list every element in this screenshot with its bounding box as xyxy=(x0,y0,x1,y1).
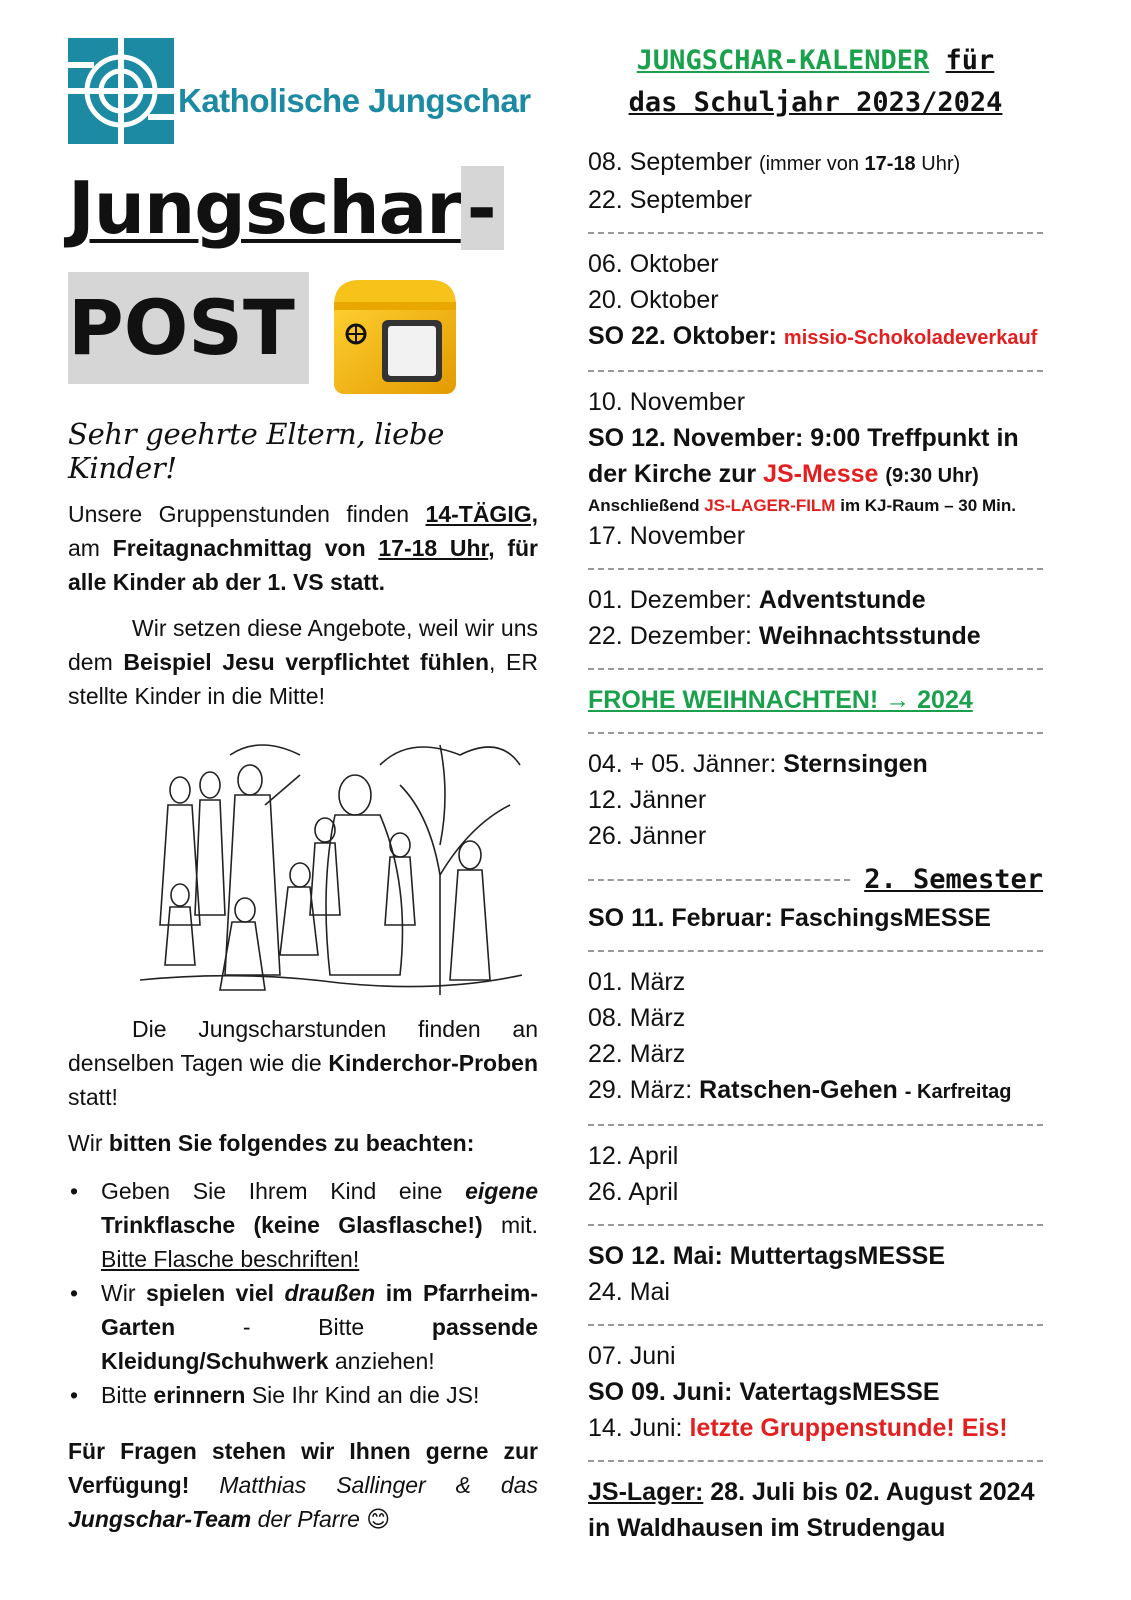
calendar-entry: 07. Juni xyxy=(588,1342,676,1370)
mission-paragraph: Wir setzen diese Angebote, weil wir uns dem Beispiel Jesu verpflichtet fühlen, ER stellte Kinder in die Mitte! xyxy=(68,615,539,709)
calendar-entries xyxy=(588,144,1043,1546)
calendar-entry: 24. Mai xyxy=(588,1278,670,1306)
calendar-entry: 29. März: Ratschen-Gehen - Karfreitag xyxy=(588,1076,1012,1104)
calendar-entry: 17. November xyxy=(588,522,746,550)
calendar-entry: 22. Dezember: Weihnachtsstunde xyxy=(588,622,981,650)
tips-list xyxy=(68,1174,538,1412)
calendar-entry: 10. November xyxy=(588,388,746,416)
calendar-entry: SO 12. Mai: MuttertagsMESSE xyxy=(588,1242,946,1270)
calendar-entry: 04. + 05. Jänner: Sternsingen xyxy=(588,750,928,778)
divider xyxy=(588,1224,1043,1226)
christmas-greeting: FROHE WEIHNACHTEN! → 2024 xyxy=(588,686,973,714)
divider xyxy=(588,568,1043,570)
intro-paragraph: Unsere Gruppenstunden finden 14-TÄGIG, am Freitagnachmittag von 17-18 Uhr, für alle Kinder ab der 1. VS statt. xyxy=(68,501,538,595)
logo xyxy=(68,38,538,146)
headline-line1: Jungschar- xyxy=(68,158,504,258)
calendar-title: JUNGSCHAR-KALENDER für das Schuljahr 2023/2024 xyxy=(628,45,1003,118)
calendar-entry: 20. Oktober xyxy=(588,286,719,314)
calendar-entry: 12. April xyxy=(588,1142,679,1170)
calendar-column xyxy=(588,40,1043,1546)
calendar-entry: 01. Dezember: Adventstunde xyxy=(588,586,926,614)
calendar-entry: 26. April xyxy=(588,1178,679,1206)
divider xyxy=(588,732,1043,734)
semester-label: 2. Semester xyxy=(864,864,1043,895)
greeting: Sehr geehrte Eltern, liebe Kinder! xyxy=(68,417,445,485)
camp-entry: JS-Lager: 28. Juli bis 02. August 2024 xyxy=(588,1478,1035,1506)
divider xyxy=(588,668,1043,670)
calendar-entry: 06. Oktober xyxy=(588,250,719,278)
divider xyxy=(588,1324,1043,1326)
headline xyxy=(68,158,538,393)
divider xyxy=(588,950,1043,952)
calendar-entry: der Kirche zur JS-Messe (9:30 Uhr) xyxy=(588,460,979,488)
headline-line2: POST xyxy=(68,272,309,384)
divider xyxy=(588,1124,1043,1126)
calendar-entry: 12. Jänner xyxy=(588,786,707,814)
notice-heading: Wir bitten Sie folgendes zu beachten: xyxy=(68,1130,475,1156)
calendar-entry: SO 09. Juni: VatertagsMESSE xyxy=(588,1378,940,1406)
mailbox-icon xyxy=(330,276,460,396)
closing-paragraph: Für Fragen stehen wir Ihnen gerne zur Verfügung! Matthias Sallinger & das Jungschar-Team der Pfarre 😊 xyxy=(68,1438,539,1532)
list-item: • Wir spielen viel draußen im Pfarrheim-Garten - Bitte passende Kleidung/Schuhwerk anziehen! xyxy=(70,1280,539,1374)
calendar-entry: 01. März xyxy=(588,968,686,996)
calendar-entry: 08. März xyxy=(588,1004,686,1032)
divider xyxy=(588,370,1043,372)
camp-location: in Waldhausen im Strudengau xyxy=(588,1514,946,1542)
left-column xyxy=(68,38,538,1536)
logo-text: Katholische Jungschar xyxy=(178,82,531,119)
calendar-entry: 14. Juni: letzte Gruppenstunde! Eis! xyxy=(588,1414,1008,1442)
jesus-with-children-illustration xyxy=(140,725,522,995)
calendar-entry: SO 11. Februar: FaschingsMESSE xyxy=(588,904,991,932)
divider xyxy=(588,232,1043,234)
calendar-entry: SO 22. Oktober: missio-Schokoladeverkauf xyxy=(588,322,1038,350)
list-item: • Geben Sie Ihrem Kind eine eigene Trinkflasche (keine Glasflasche!) mit. Bitte Flasche beschriften! xyxy=(70,1178,538,1272)
calendar-entry: 26. Jänner xyxy=(588,822,707,850)
choir-paragraph: Die Jungscharstunden finden an denselben Tagen wie die Kinderchor-Proben statt! xyxy=(68,1016,538,1110)
calendar-entry: 22. September xyxy=(588,186,752,214)
calendar-entry: Anschließend JS-LAGER-FILM im KJ-Raum – 30 Min. xyxy=(588,496,1016,515)
calendar-entry: SO 12. November: 9:00 Treffpunkt in xyxy=(588,424,1019,452)
smiley-icon: 😊 xyxy=(366,1506,391,1532)
jungschar-logo-icon xyxy=(68,38,174,144)
divider xyxy=(588,879,850,881)
calendar-entry: 08. September (immer von 17-18 Uhr) xyxy=(588,148,961,176)
calendar-entry: 22. März xyxy=(588,1040,686,1068)
divider xyxy=(588,1460,1043,1462)
semester-header xyxy=(588,860,1043,900)
list-item: • Bitte erinnern Sie Ihr Kind an die JS! xyxy=(70,1382,480,1408)
